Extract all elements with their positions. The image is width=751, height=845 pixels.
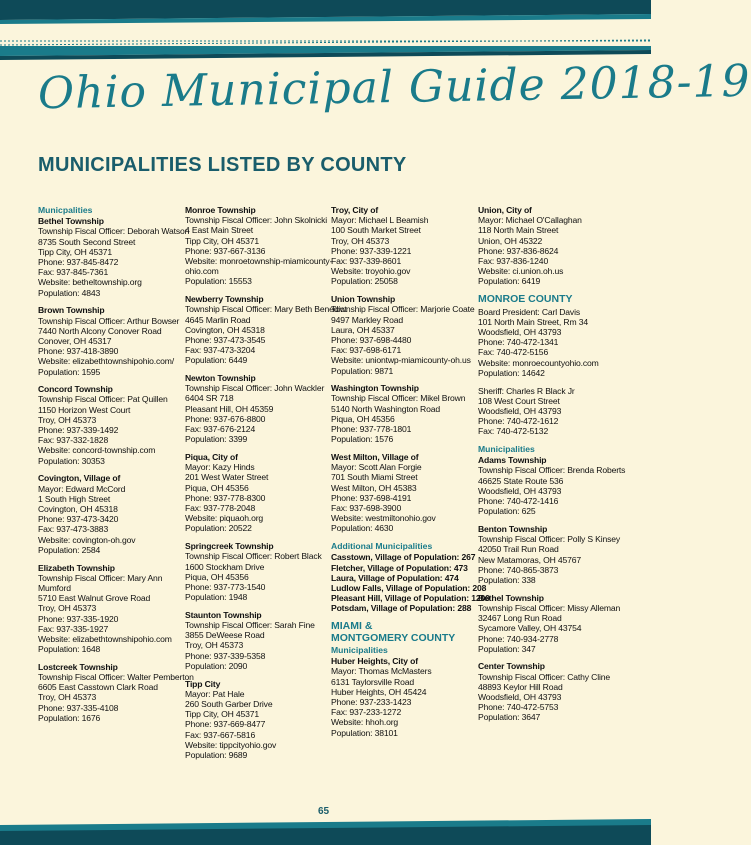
additional-municipalities-list xyxy=(331,552,490,614)
listing-detail: Mayor: Pat Hale xyxy=(185,688,245,699)
listing-detail: Troy, OH 45373 xyxy=(38,692,97,703)
listing-detail: Fax: 937-676-2124 xyxy=(185,424,256,435)
listing-detail: Population: 25058 xyxy=(331,276,398,287)
list-item: Ludlow Falls, Village of Population: 208 xyxy=(331,582,487,593)
listing-name: Brown Township xyxy=(38,305,105,316)
listing-detail: New Matamoras, OH 45767 xyxy=(478,554,582,565)
listing-detail: 5710 East Walnut Grove Road xyxy=(38,593,151,604)
listing-detail: Tipp City, OH 45371 xyxy=(185,235,260,246)
listing-entry xyxy=(185,294,347,366)
listing-detail: Website: hhoh.org xyxy=(331,717,399,728)
listing-detail: Phone: 937-836-8624 xyxy=(478,245,559,256)
listing-detail: Mayor: Thomas McMasters xyxy=(331,666,432,677)
bottom-decorative-band xyxy=(0,815,651,845)
listing-detail: Phone: 937-473-3420 xyxy=(38,514,119,525)
listing-detail: 3855 DeWeese Road xyxy=(185,630,265,641)
listing-name: Monroe Township xyxy=(185,205,256,215)
listing-detail: Township Fiscal Officer: Sarah Fine xyxy=(185,620,315,631)
listing-name: Concord Township xyxy=(38,384,113,395)
listing-detail: Piqua, OH 45356 xyxy=(185,571,249,582)
listing-detail: 201 West Water Street xyxy=(185,472,269,483)
listing-detail: Population: 1576 xyxy=(331,434,394,445)
top-decorative-band xyxy=(0,0,651,40)
county-heading-line: MONROE COUNTY xyxy=(478,293,573,306)
listing-name: Newton Township xyxy=(185,373,256,384)
listing-detail: Union, OH 45322 xyxy=(478,235,543,246)
listing-detail: 100 South Market Street xyxy=(331,225,421,236)
listing-detail: Township Fiscal Officer: Brenda Roberts xyxy=(478,465,626,476)
listing-name: Lostcreek Township xyxy=(38,661,118,672)
listing-detail: Township Fiscal Officer: Deborah Watson xyxy=(38,226,190,237)
listing-detail: Township Fiscal Officer: John Skolnicki xyxy=(185,215,328,226)
listing-detail: Population: 6449 xyxy=(185,355,248,366)
listing-detail: Phone: 937-698-4480 xyxy=(331,334,412,345)
listing-detail: Phone: 937-669-8477 xyxy=(185,719,266,730)
listing-detail: Mayor: Kazy Hinds xyxy=(185,462,255,473)
listing-entry xyxy=(478,205,618,287)
list-item: Casstown, Village of Population: 267 xyxy=(331,552,476,563)
listing-detail: Website: uniontwp-miamicounty-oh.us xyxy=(331,355,471,366)
list-item: Potsdam, Village of Population: 288 xyxy=(331,603,472,614)
listing-detail: Conover, OH 45317 xyxy=(38,335,112,346)
column-1 xyxy=(38,205,194,731)
listing-name: Benton Township xyxy=(478,523,548,534)
listing-detail: West Milton, OH 45383 xyxy=(331,482,417,493)
list-item: Fletcher, Village of Population: 473 xyxy=(331,562,468,573)
listing-detail: Phone: 740-472-1416 xyxy=(478,496,559,507)
listing-detail: Woodsfield, OH 43793 xyxy=(478,485,562,496)
listing-detail: Population: 4630 xyxy=(331,523,394,534)
listing-detail: Phone: 937-667-3136 xyxy=(185,245,266,256)
guide-title: Ohio Municipal Guide 2018-19 xyxy=(37,55,751,120)
listing-detail: Woodsfield, OH 43793 xyxy=(478,327,562,338)
county-heading-line: MONTGOMERY COUNTY xyxy=(331,631,456,644)
listing-detail: Fax: 937-836-1240 xyxy=(478,256,549,267)
listing-detail: 46625 State Route 536 xyxy=(478,475,564,486)
listing-detail: Population: 3647 xyxy=(478,712,541,723)
listing-detail: Phone: 937-473-3545 xyxy=(185,334,266,345)
listing-detail: Township Fiscal Officer: Mikel Brown xyxy=(331,393,466,404)
listing-detail: Fax: 937-845-7361 xyxy=(38,267,109,278)
listing-detail: Phone: 937-698-4191 xyxy=(331,492,412,503)
listing-detail: Sheriff: Charles R Black Jr xyxy=(478,385,575,396)
listing-detail: Phone: 937-773-1540 xyxy=(185,581,266,592)
listing-detail: Website: concord-township.com xyxy=(38,445,156,456)
listing-detail: Phone: 937-339-1492 xyxy=(38,425,119,436)
listing-name: Elizabeth Township xyxy=(38,562,115,573)
listing-name: Troy, City of xyxy=(331,205,379,215)
listing-detail: Covington, OH 45318 xyxy=(185,324,265,335)
listing-detail: Fax: 740-472-5156 xyxy=(478,347,549,358)
listing-detail: Population: 1595 xyxy=(38,366,101,377)
county-heading xyxy=(478,294,618,306)
listing-detail: Phone: 740-865-3873 xyxy=(478,564,559,575)
listing-detail: Phone: 937-233-1423 xyxy=(331,697,412,708)
listing-detail: Township Fiscal Officer: Mary Ann xyxy=(38,572,163,583)
listing-name: Union Township xyxy=(331,294,396,305)
listing-detail: Fax: 937-332-1828 xyxy=(38,435,109,446)
listing-detail: Troy, OH 45373 xyxy=(38,603,97,614)
listing-detail: Phone: 937-676-8800 xyxy=(185,413,266,424)
subsection-heading: Municipalities xyxy=(478,444,535,455)
list-item: Pleasant Hill, Village of Population: 1200 xyxy=(331,593,490,604)
listing-detail: Troy, OH 45373 xyxy=(38,414,97,425)
listing-entry xyxy=(331,656,471,738)
column-2 xyxy=(185,205,347,768)
listing-detail: Tipp City, OH 45371 xyxy=(185,709,260,720)
listing-detail: Website: elizabethtownshipohio.com xyxy=(38,633,172,644)
listing-name: Bethel Township xyxy=(478,592,544,603)
listing-entry xyxy=(478,523,621,585)
listing-name: Adams Township xyxy=(478,455,547,466)
listing-detail: 6605 East Casstown Clark Road xyxy=(38,682,158,693)
listing-entry xyxy=(478,307,618,378)
listing-detail: Website: monroetownship-miamicounty- xyxy=(185,256,333,267)
listing-detail: Woodsfield, OH 43793 xyxy=(478,692,562,703)
listing-entry xyxy=(38,661,194,723)
listing-detail: 6404 SR 718 xyxy=(185,393,234,404)
listing-detail: Population: 38101 xyxy=(331,727,398,738)
listing-detail: Phone: 937-339-1221 xyxy=(331,245,412,256)
listing-detail: Fax: 937-698-3900 xyxy=(331,502,402,513)
listing-detail: Website: piquaoh.org xyxy=(185,513,264,524)
listing-detail: Township Fiscal Officer: Pat Quillen xyxy=(38,394,168,405)
listing-detail: Township Fiscal Officer: Marjorie Coate xyxy=(331,304,475,315)
listing-detail: Population: 9689 xyxy=(185,749,248,760)
listing-entry xyxy=(38,305,178,376)
listing-detail: Mayor: Michael O'Callaghan xyxy=(478,215,582,226)
listing-detail: 101 North Main Street, Rm 34 xyxy=(478,316,588,327)
listing-detail: Phone: 937-335-4108 xyxy=(38,702,119,713)
listing-detail: Website: elizabethtownshipohio.com/ xyxy=(38,356,174,367)
listing-name: Huber Heights, City of xyxy=(331,656,418,667)
listing-name: Staunton Township xyxy=(185,609,262,620)
listing-detail: 108 West Court Street xyxy=(478,395,560,406)
listing-name: Springcreek Township xyxy=(185,541,274,552)
listing-detail: Township Fiscal Officer: Missy Alleman xyxy=(478,602,621,613)
listing-detail: Website: ci.union.oh.us xyxy=(478,266,564,277)
listing-detail: Population: 15553 xyxy=(185,276,252,287)
listing-entry xyxy=(185,679,325,761)
listing-detail: Township Fiscal Officer: Walter Pemberton xyxy=(38,672,194,683)
subsection-heading: Additional Municipalities xyxy=(331,541,433,552)
listing-detail: 4 East Main Street xyxy=(185,225,253,236)
listing-name: Newberry Township xyxy=(185,294,264,305)
listing-detail: 1 South High Street xyxy=(38,493,111,504)
listing-detail: Township Fiscal Officer: John Wackler xyxy=(185,383,325,394)
listing-detail: Fax: 937-778-2048 xyxy=(185,502,256,513)
county-heading xyxy=(331,621,471,644)
listing-detail: Piqua, OH 45356 xyxy=(331,413,395,424)
listing-detail: 1600 Stockham Drive xyxy=(185,561,265,572)
county-heading-line: MIAMI & xyxy=(331,620,373,633)
listing-detail: 7440 North Alcony Conover Road xyxy=(38,325,162,336)
listing-name: Piqua, City of xyxy=(185,451,238,462)
listing-detail: 260 South Garber Drive xyxy=(185,698,273,709)
listing-detail: Phone: 740-472-1341 xyxy=(478,337,559,348)
listing-entry xyxy=(478,661,618,722)
listing-detail: 32467 Long Run Road xyxy=(478,613,562,624)
listing-detail: Population: 625 xyxy=(478,506,536,517)
listing-detail: Population: 9871 xyxy=(331,365,394,376)
listing-detail: Website: westmiltonohio.gov xyxy=(331,513,436,524)
listing-entry xyxy=(38,384,178,466)
listing-detail: Covington, OH 45318 xyxy=(38,503,118,514)
listing-entry xyxy=(478,455,626,517)
listing-entry xyxy=(38,563,178,655)
listing-detail: Website: tippcityohio.gov xyxy=(185,739,277,750)
listing-detail: 6131 Taylorsville Road xyxy=(331,676,415,687)
listing-detail: Fax: 937-667-5816 xyxy=(185,729,256,740)
column-3 xyxy=(331,205,490,745)
listing-detail: Population: 2090 xyxy=(185,660,248,671)
listing-detail: 8735 South Second Street xyxy=(38,236,136,247)
listing-detail: Township Fiscal Officer: Robert Black xyxy=(185,551,322,562)
listing-detail: Population: 347 xyxy=(478,643,536,654)
listing-detail: Woodsfield, OH 43793 xyxy=(478,405,562,416)
listing-detail: Population: 20522 xyxy=(185,523,252,534)
listing-detail: Population: 1676 xyxy=(38,712,101,723)
listing-name: Bethel Township xyxy=(38,216,104,227)
listing-detail: Phone: 740-472-5753 xyxy=(478,702,559,713)
listing-name: Center Township xyxy=(478,661,545,672)
listing-detail: Phone: 937-778-8300 xyxy=(185,492,266,503)
listing-detail: Population: 4843 xyxy=(38,287,101,298)
listing-detail: 118 North Main Street xyxy=(478,225,559,236)
listing-detail: Sycamore Valley, OH 43754 xyxy=(478,623,582,634)
listing-name: Covington, Village of xyxy=(38,473,121,484)
listing-detail: Population: 2584 xyxy=(38,544,101,555)
listing-detail: 5140 North Washington Road xyxy=(331,403,441,414)
listing-entry xyxy=(185,452,325,534)
listing-detail: 4645 Marlin Road xyxy=(185,314,251,325)
list-item: Laura, Village of Population: 474 xyxy=(331,572,459,583)
listing-detail: Population: 1648 xyxy=(38,644,101,655)
listing-entry xyxy=(331,205,471,287)
listing-detail: Fax: 937-473-3883 xyxy=(38,524,109,535)
listing-detail: Population: 30353 xyxy=(38,455,105,466)
listing-entry xyxy=(331,383,471,444)
subsection-heading: Municipalities xyxy=(331,645,388,656)
listing-detail: Township Fiscal Officer: Polly S Kinsey xyxy=(478,534,621,545)
listing-detail: Troy, OH 45373 xyxy=(185,640,244,651)
listing-detail: Phone: 937-335-1920 xyxy=(38,613,119,624)
top-wave-band xyxy=(0,38,651,60)
listing-entry xyxy=(185,610,325,671)
listing-entry xyxy=(331,452,471,534)
listing-detail: 48893 Keylor Hill Road xyxy=(478,681,563,692)
listing-name: West Milton, Village of xyxy=(331,451,419,462)
listing-entry xyxy=(331,294,475,376)
section-heading: MUNICIPALITIES LISTED BY COUNTY xyxy=(38,154,407,176)
listing-entry xyxy=(478,386,618,437)
listing-detail: 42050 Trail Run Road xyxy=(478,544,559,555)
subsection-heading: Municpalities xyxy=(38,205,93,215)
listing-detail: Fax: 937-698-6171 xyxy=(331,345,402,356)
page-number: 65 xyxy=(318,806,330,817)
listing-detail: 1150 Horizon West Court xyxy=(38,404,131,415)
listing-detail: Fax: 937-233-1272 xyxy=(331,707,402,718)
listing-entry xyxy=(38,473,178,555)
listing-detail: Board President: Carl Davis xyxy=(478,306,580,317)
listing-name: Union, City of xyxy=(478,205,532,215)
listing-detail: Population: 3399 xyxy=(185,434,248,445)
listing-detail: Township Fiscal Officer: Cathy Cline xyxy=(478,671,610,682)
listing-detail: Mayor: Scott Alan Forgie xyxy=(331,462,422,473)
listing-detail: Phone: 740-472-1612 xyxy=(478,416,559,427)
column-4 xyxy=(478,205,626,730)
listing-entry xyxy=(478,592,621,654)
listing-entry xyxy=(185,541,325,602)
listing-detail: Phone: 937-778-1801 xyxy=(331,424,412,435)
listing-entry xyxy=(185,373,325,444)
listing-name: Washington Township xyxy=(331,383,419,394)
listing-entry xyxy=(38,216,190,298)
listing-detail: Population: 6419 xyxy=(478,276,541,287)
listing-detail: Mayor: Edward McCord xyxy=(38,483,126,494)
listing-detail: Phone: 937-339-5358 xyxy=(185,650,266,661)
listing-detail: Website: covington-oh.gov xyxy=(38,534,136,545)
listing-detail: Tipp City, OH 45371 xyxy=(38,246,113,257)
listing-detail: Mumford xyxy=(38,582,71,593)
listing-detail: Laura, OH 45337 xyxy=(331,324,395,335)
listing-detail: Website: betheltownship.org xyxy=(38,277,142,288)
listing-detail: 9497 Markley Road xyxy=(331,314,403,325)
listing-detail: Website: monroecountyohio.com xyxy=(478,357,599,368)
listing-detail: Pleasant Hill, OH 45359 xyxy=(185,403,274,414)
listing-detail: Population: 1948 xyxy=(185,592,248,603)
listing-detail: 701 South Miami Street xyxy=(331,472,418,483)
listing-detail: Troy, OH 45373 xyxy=(331,235,390,246)
listing-detail: Huber Heights, OH 45424 xyxy=(331,686,427,697)
listing-detail: Fax: 937-339-8601 xyxy=(331,256,402,267)
listing-detail: Fax: 937-335-1927 xyxy=(38,623,109,634)
listing-detail: Township Fiscal Officer: Mary Beth Benedict xyxy=(185,304,347,315)
listing-detail: Phone: 937-418-3890 xyxy=(38,346,119,357)
listing-entry xyxy=(185,205,333,287)
listing-detail: Phone: 740-934-2778 xyxy=(478,633,559,644)
listing-detail: Piqua, OH 45356 xyxy=(185,482,249,493)
listing-detail: Mayor: Michael L Beamish xyxy=(331,215,429,226)
listing-detail: Phone: 937-845-8472 xyxy=(38,257,119,268)
listing-detail: Population: 338 xyxy=(478,575,536,585)
listing-detail: Township Fiscal Officer: Arthur Bowser xyxy=(38,315,180,326)
listing-name: Tipp City xyxy=(185,678,221,689)
listing-detail: Population: 14642 xyxy=(478,367,545,378)
listing-detail: Fax: 937-473-3204 xyxy=(185,345,256,356)
listing-detail: Fax: 740-472-5132 xyxy=(478,426,549,437)
listing-detail: Website: troyohio.gov xyxy=(331,266,411,277)
listing-detail: ohio.com xyxy=(185,266,219,277)
